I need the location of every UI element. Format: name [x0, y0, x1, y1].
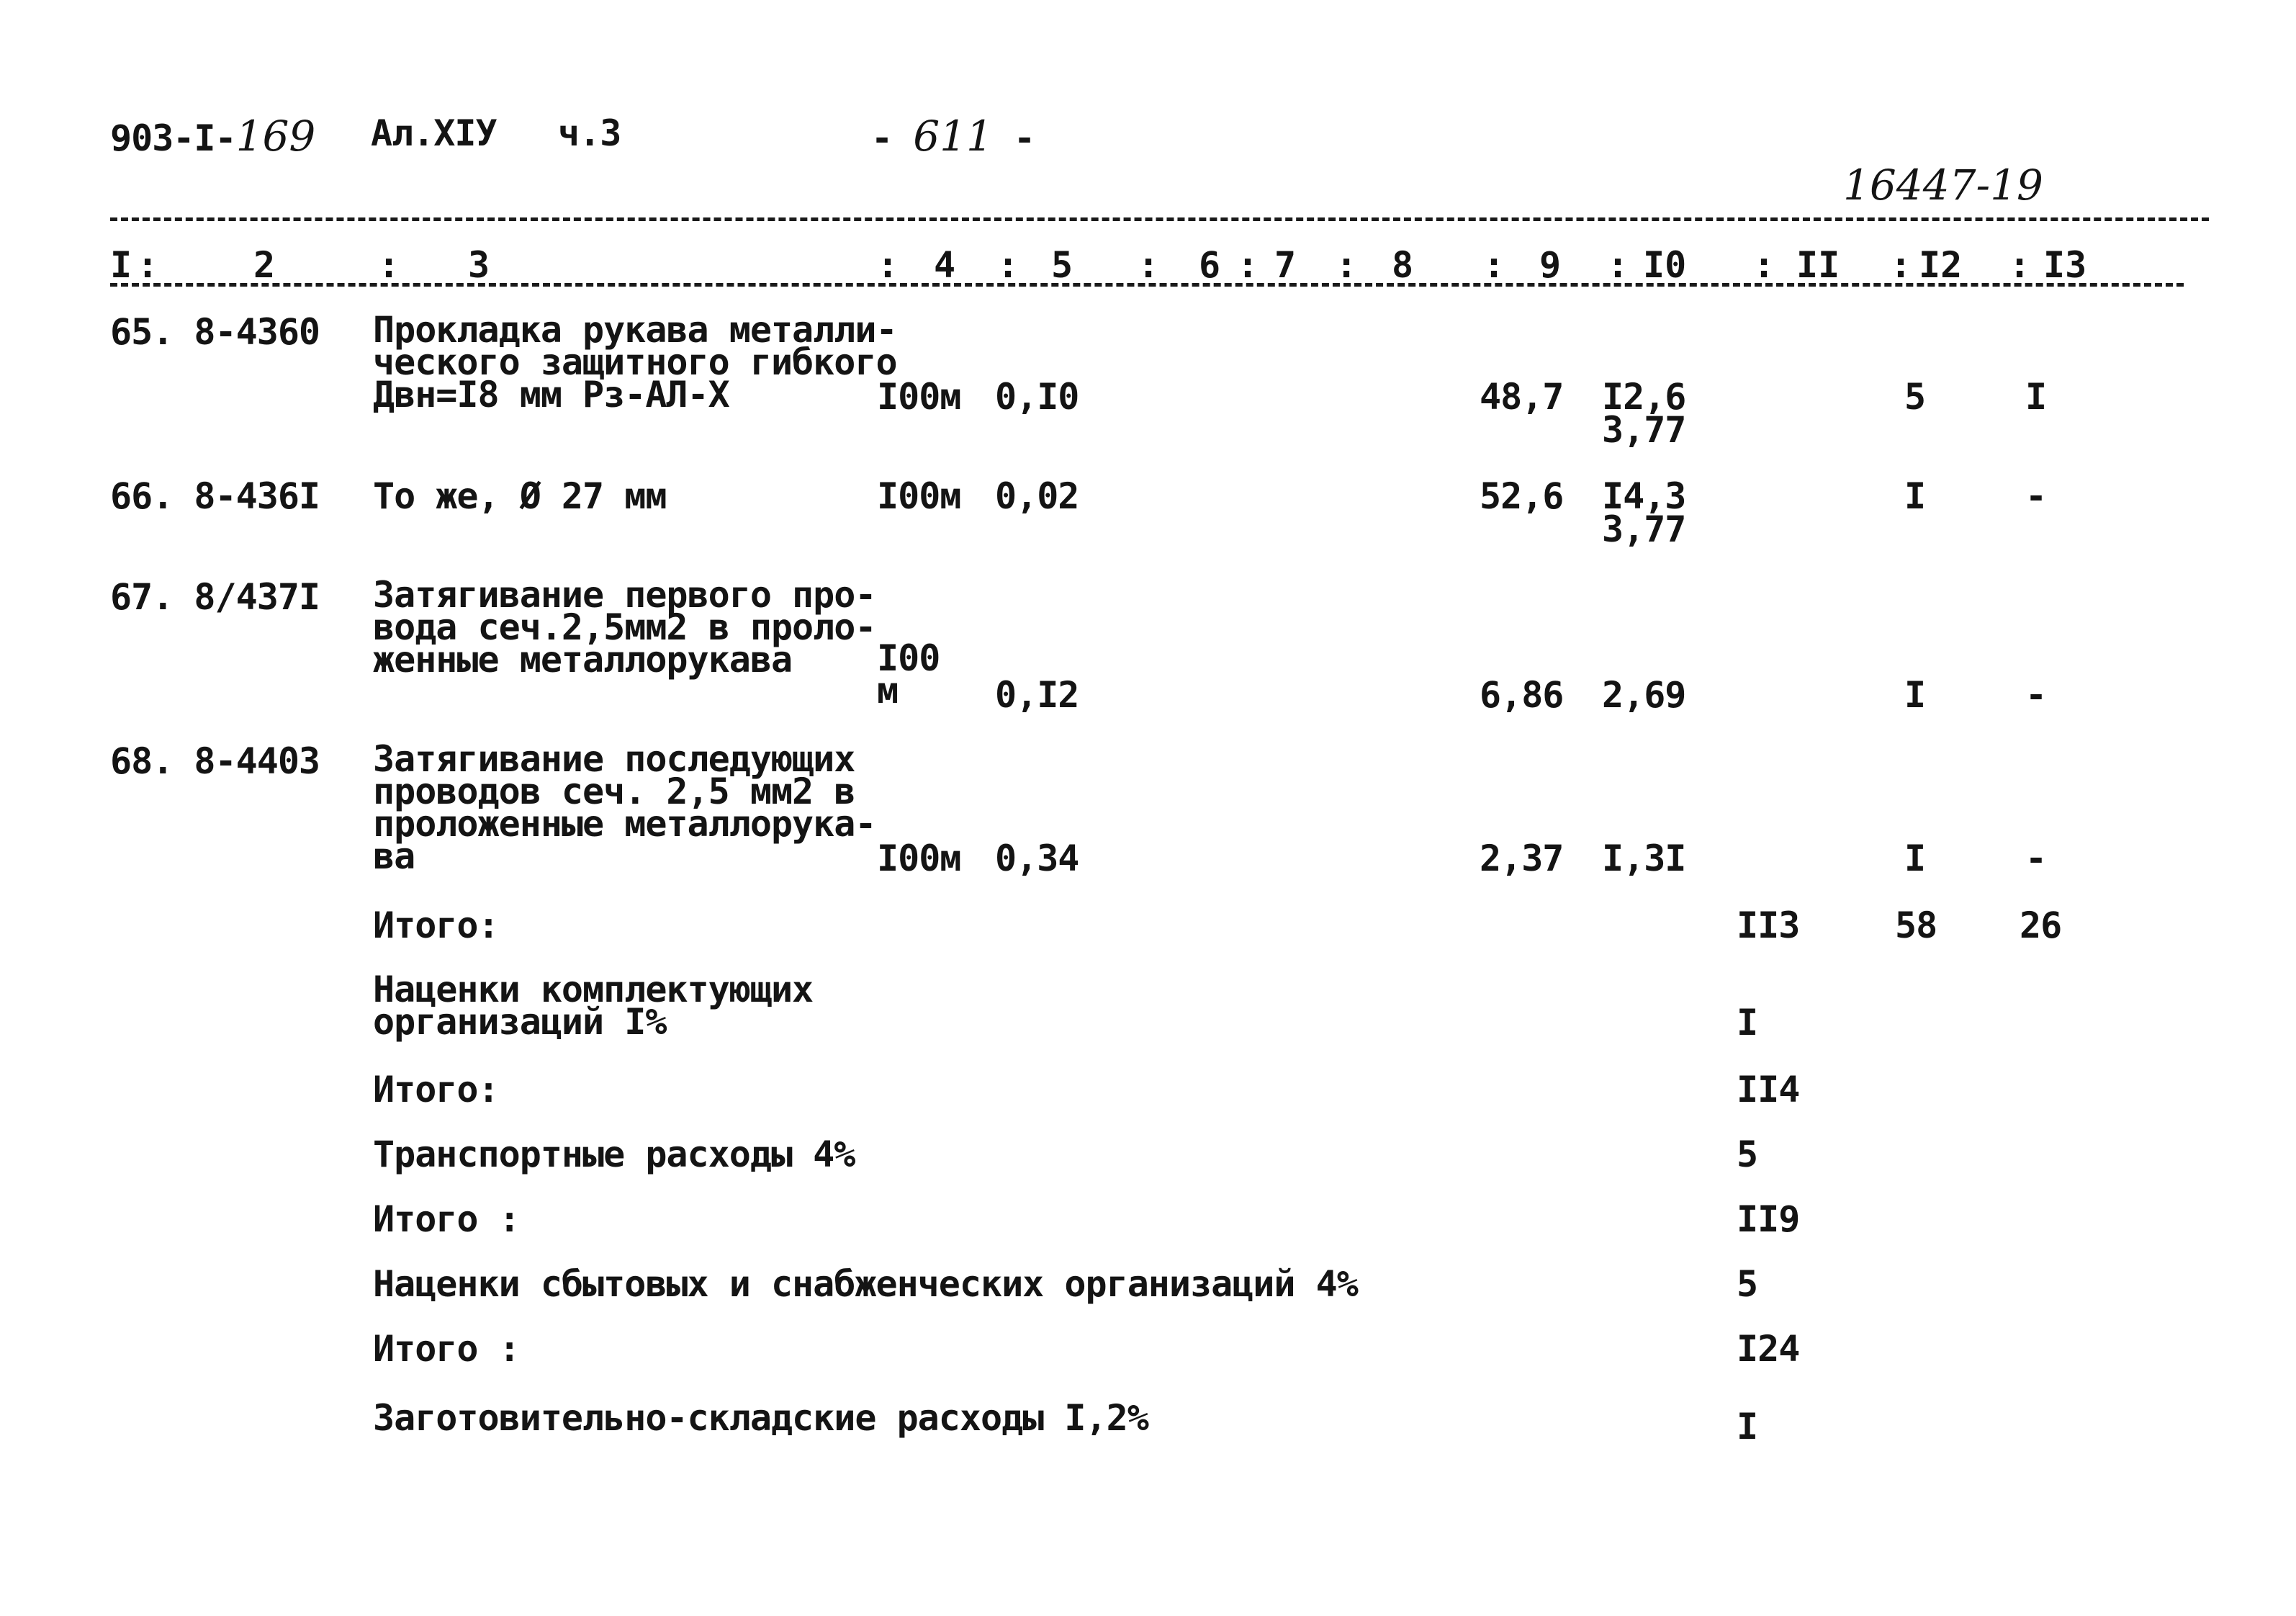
row-col10: 2,69 — [1602, 674, 1686, 716]
row-description: Прокладка рукава металли- ческого защитного гибкого Двн=I8 мм Рз-АЛ-Х — [373, 309, 897, 416]
top-divider — [110, 217, 2209, 221]
document-code-number: 169 — [235, 112, 316, 161]
row-col9: 48,7 — [1480, 376, 1564, 418]
row-description: То же, Ø 27 мм — [373, 475, 667, 517]
row-col10: I2,6 — [1602, 376, 1686, 418]
summary-col11: I24 — [1737, 1328, 1800, 1370]
col-11: II — [1796, 244, 1840, 286]
summary-label: Итого : — [373, 1198, 520, 1240]
row-description: Затягивание первого про- вода сеч.2,5мм2 в проло- женные металлорукава — [373, 574, 876, 681]
row-col12: I — [1904, 674, 1926, 716]
col-1: I — [110, 244, 132, 286]
summary-col11: 5 — [1737, 1263, 1758, 1305]
row-quantity: 0,I0 — [995, 376, 1079, 418]
header-divider — [110, 283, 2184, 287]
row-col13: - — [2025, 475, 2047, 517]
col-3: 3 — [468, 244, 490, 286]
row-col13: - — [2025, 838, 2047, 879]
summary-col11: II4 — [1737, 1069, 1800, 1110]
summary-label: Заготовительно-складские расходы I,2% — [373, 1397, 1148, 1439]
row-number: 68. 8-4403 — [110, 740, 320, 782]
col-10: I0 — [1643, 244, 1687, 286]
row-col9: 52,6 — [1480, 475, 1564, 517]
summary-label: Транспортные расходы 4% — [373, 1134, 855, 1175]
row-quantity: 0,34 — [995, 838, 1079, 879]
col-2: 2 — [253, 244, 276, 286]
summary-label: Наценки сбытовых и снабженческих организаций 4% — [373, 1263, 1358, 1305]
row-unit: I00м — [877, 475, 961, 517]
row-col10: I,3I — [1602, 838, 1686, 879]
row-col13: - — [2025, 674, 2047, 716]
summary-label: Наценки комплектующих организаций I% — [373, 969, 814, 1043]
col-7: 7 — [1274, 244, 1297, 286]
row-col12: I — [1904, 475, 1926, 517]
album-label: Ал.XIУ — [371, 112, 497, 154]
row-col9: 2,37 — [1480, 838, 1564, 879]
summary-col12: 58 — [1895, 904, 1937, 946]
row-col13: I — [2025, 376, 2047, 418]
document-code: 903-I-169 — [110, 112, 316, 161]
row-unit: I00м — [877, 838, 961, 879]
row-unit: I00м — [877, 376, 961, 418]
row-unit: I00 м — [877, 637, 940, 712]
row-description: Затягивание последующих проводов сеч. 2,5 мм2 в проложенные металлорука- ва — [373, 738, 876, 877]
summary-col13: 26 — [2020, 904, 2062, 946]
summary-label: Итого : — [373, 1328, 520, 1370]
part-label: ч.3 — [558, 112, 621, 154]
col-13: I3 — [2043, 244, 2087, 286]
col-12: I2 — [1919, 244, 1963, 286]
summary-col11: II9 — [1737, 1198, 1800, 1240]
summary-label: Итого: — [373, 904, 499, 946]
row-col12: I — [1904, 838, 1926, 879]
col-5: 5 — [1051, 244, 1073, 286]
summary-col11: 5 — [1737, 1134, 1758, 1175]
page-number: - 611 - — [871, 112, 1035, 161]
doc-number: 16447-19 — [1843, 161, 2043, 210]
row-number: 65. 8-4360 — [110, 311, 320, 353]
summary-label: Итого: — [373, 1069, 499, 1110]
row-number: 67. 8/437I — [110, 576, 320, 618]
row-number: 66. 8-436I — [110, 475, 320, 517]
col-4: 4 — [934, 244, 956, 286]
row-col9: 6,86 — [1480, 674, 1564, 716]
summary-col11: I — [1737, 1002, 1758, 1043]
row-col10-second: 3,77 — [1602, 508, 1686, 550]
row-quantity: 0,02 — [995, 475, 1079, 517]
col-6: 6 — [1199, 244, 1221, 286]
col-8: 8 — [1392, 244, 1414, 286]
row-col12: 5 — [1904, 376, 1926, 418]
row-col10-second: 3,77 — [1602, 409, 1686, 451]
summary-col11: I — [1737, 1406, 1758, 1447]
col-9: 9 — [1539, 244, 1562, 286]
row-col10: I4,3 — [1602, 475, 1686, 517]
summary-col11: II3 — [1737, 904, 1800, 946]
row-quantity: 0,I2 — [995, 674, 1079, 716]
